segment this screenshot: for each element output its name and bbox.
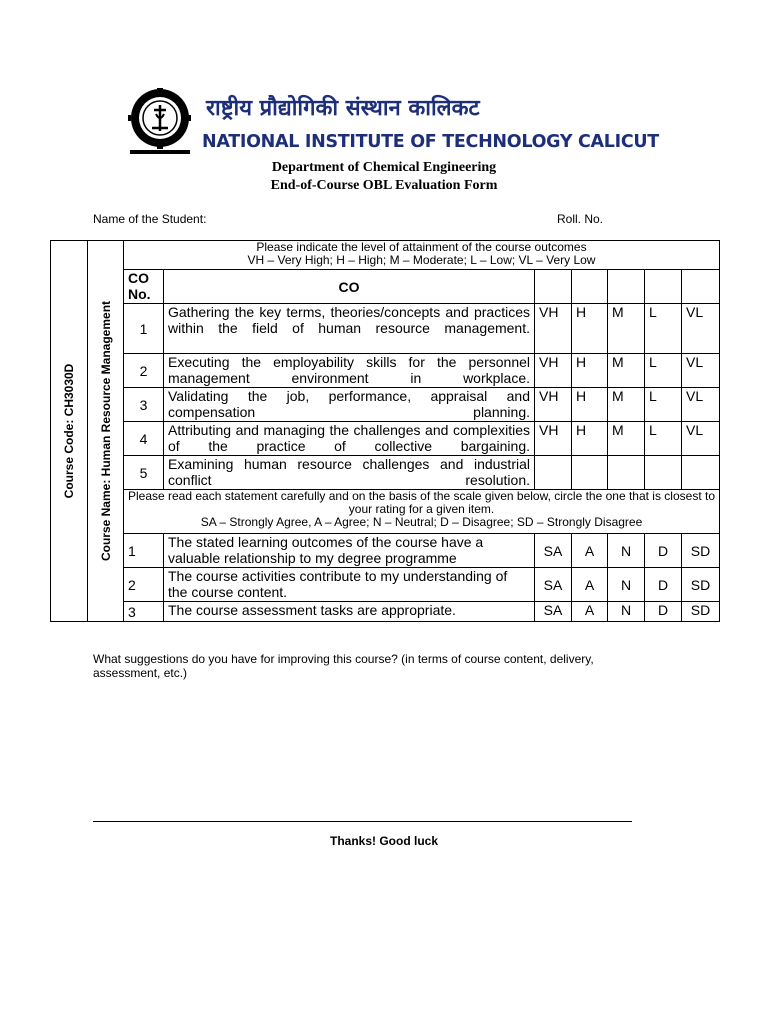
rating-option[interactable]: VL <box>682 354 720 388</box>
answer-line[interactable] <box>93 821 632 822</box>
rating-option[interactable]: N <box>608 602 645 622</box>
rating-option[interactable] <box>572 456 608 490</box>
rating-option[interactable]: L <box>645 422 682 456</box>
rating-option[interactable]: M <box>608 422 645 456</box>
rating-option[interactable]: SD <box>682 602 720 622</box>
col-header-co: CO <box>164 270 535 304</box>
rating-option[interactable]: A <box>572 534 608 568</box>
institute-name-hindi: राष्ट्रीय प्रौद्योगिकी संस्थान कालिकट <box>206 96 480 121</box>
rating-option[interactable]: VL <box>682 422 720 456</box>
rating-option[interactable]: VL <box>682 388 720 422</box>
rating-option[interactable]: VH <box>535 304 572 354</box>
rating-option[interactable]: D <box>645 602 682 622</box>
rating-option[interactable]: SA <box>535 602 572 622</box>
statement-row: 1 The stated learning outcomes of the course have a valuable relationship to my degree programme SA A N D SD <box>51 534 720 568</box>
rating-option[interactable]: SD <box>682 568 720 602</box>
department-name: Department of Chemical Engineering <box>271 160 497 175</box>
outcome-row: 4 Attributing and managing the challenges and complexities of the practice of collective bargaining. VH H M L VL <box>51 422 720 456</box>
outcome-row: 5 Examining human resource challenges and industrial conflict resolution. <box>51 456 720 490</box>
form-title: End-of-Course OBL Evaluation Form <box>270 178 498 193</box>
closing-text: Thanks! Good luck <box>329 834 438 848</box>
col-header-co-no: CO No. <box>124 270 164 304</box>
rating-option[interactable]: VH <box>535 422 572 456</box>
course-name: Course Name: Human Resource Management <box>98 300 113 562</box>
outcome-row: 3 Validating the job, performance, appraisal and compensation planning. VH H M L VL <box>51 388 720 422</box>
statement-row: 3 The course assessment tasks are appropriate. SA A N D SD <box>51 602 720 622</box>
rating-option[interactable]: L <box>645 354 682 388</box>
rating-option[interactable]: SD <box>682 534 720 568</box>
rating-option[interactable]: D <box>645 534 682 568</box>
rating-option[interactable]: H <box>572 422 608 456</box>
rating-option[interactable] <box>645 456 682 490</box>
student-name-label: Name of the Student: <box>93 212 207 226</box>
rating-option[interactable]: N <box>608 568 645 602</box>
rating-option[interactable]: VL <box>682 304 720 354</box>
outcomes-instruction: Please indicate the level of attainment of the course outcomes VH – Very High; H – High; M – Moderate; L – Low; VL – Very Low <box>124 241 720 270</box>
rating-option[interactable]: H <box>572 354 608 388</box>
roll-no-label: Roll. No. <box>557 212 604 226</box>
rating-option[interactable]: M <box>608 388 645 422</box>
rating-option[interactable]: D <box>645 568 682 602</box>
rating-option[interactable]: M <box>608 354 645 388</box>
rating-option[interactable]: M <box>608 304 645 354</box>
rating-option[interactable] <box>682 456 720 490</box>
rating-option[interactable]: L <box>645 388 682 422</box>
rating-option[interactable]: VH <box>535 388 572 422</box>
suggestions-prompt: What suggestions do you have for improving this course? (in terms of course content, delivery, assessment, etc.) <box>93 652 594 680</box>
rating-option[interactable]: A <box>572 568 608 602</box>
course-code-cell <box>51 241 88 622</box>
rating-option[interactable] <box>535 456 572 490</box>
rating-option[interactable]: SA <box>535 534 572 568</box>
institute-name-english: NATIONAL INSTITUTE OF TECHNOLOGY CALICUT <box>202 132 659 152</box>
evaluation-table <box>50 240 720 622</box>
rating-option[interactable]: L <box>645 304 682 354</box>
rating-option[interactable] <box>608 456 645 490</box>
statement-row: 2 The course activities contribute to my understanding of the course content. SA A N D SD <box>51 568 720 602</box>
statements-instruction: Please read each statement carefully and on the basis of the scale given below, circle the one that is closest to your rating for a given item. SA – Strongly Agree, A – Agree; N – Neutral; D – Disagree; SD – Strongly Disagree <box>124 490 720 534</box>
nit-calicut-emblem <box>128 88 192 156</box>
rating-option[interactable]: H <box>572 304 608 354</box>
outcome-row: 2 Executing the employability skills for the personnel management environment in workplace. VH H M L VL <box>51 354 720 388</box>
rating-option[interactable]: H <box>572 388 608 422</box>
course-code: Course Code: CH3030D <box>62 363 76 499</box>
course-name-cell <box>88 241 124 622</box>
rating-option[interactable]: VH <box>535 354 572 388</box>
rating-option[interactable]: SA <box>535 568 572 602</box>
rating-option[interactable]: A <box>572 602 608 622</box>
rating-option[interactable]: N <box>608 534 645 568</box>
outcome-row: 1 Gathering the key terms, theories/concepts and practices within the field of human resource management. VH H M L VL <box>51 304 720 354</box>
